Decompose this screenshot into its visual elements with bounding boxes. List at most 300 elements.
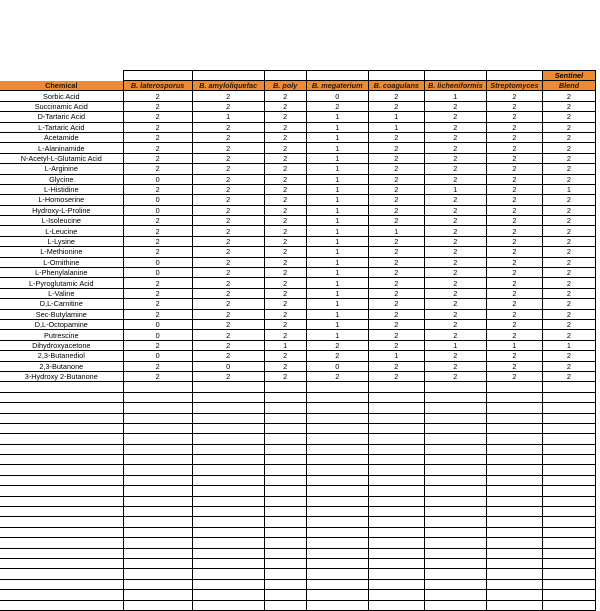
result-cell[interactable]: 2 (368, 195, 424, 205)
chemical-name-cell[interactable]: Sec-Butylamine (0, 309, 123, 319)
result-cell[interactable]: 2 (542, 330, 595, 340)
result-cell[interactable]: 1 (306, 309, 368, 319)
result-cell[interactable]: 1 (424, 91, 486, 101)
empty-cell[interactable] (192, 486, 264, 496)
result-cell[interactable]: 2 (192, 278, 264, 288)
empty-cell[interactable] (542, 392, 595, 402)
chemical-name-cell[interactable]: L-Homoserine (0, 195, 123, 205)
empty-cell[interactable] (264, 444, 306, 454)
chemical-name-cell[interactable]: Sorbic Acid (0, 91, 123, 101)
chemical-name-cell[interactable]: L-Isoleucine (0, 216, 123, 226)
chemical-name-cell[interactable]: D,L-Carnitine (0, 299, 123, 309)
empty-cell[interactable] (542, 507, 595, 517)
result-cell[interactable]: 2 (368, 319, 424, 329)
chemical-name-cell[interactable]: L-Alaninamide (0, 143, 123, 153)
result-cell[interactable]: 2 (542, 236, 595, 246)
result-cell[interactable]: 2 (123, 91, 192, 101)
result-cell[interactable]: 2 (542, 174, 595, 184)
result-cell[interactable]: 2 (123, 361, 192, 371)
result-cell[interactable]: 2 (424, 247, 486, 257)
empty-cell[interactable] (123, 507, 192, 517)
result-cell[interactable]: 2 (192, 340, 264, 350)
empty-cell[interactable] (424, 71, 486, 81)
result-cell[interactable]: 2 (123, 236, 192, 246)
result-cell[interactable]: 2 (424, 122, 486, 132)
chemical-name-cell[interactable]: L-Leucine (0, 226, 123, 236)
result-cell[interactable]: 1 (306, 164, 368, 174)
result-cell[interactable]: 2 (264, 257, 306, 267)
result-cell[interactable]: 2 (424, 195, 486, 205)
result-cell[interactable]: 2 (424, 309, 486, 319)
empty-cell[interactable] (123, 392, 192, 402)
result-cell[interactable]: 2 (192, 205, 264, 215)
result-cell[interactable]: 2 (192, 309, 264, 319)
chemical-name-cell[interactable]: L-Arginine (0, 164, 123, 174)
result-cell[interactable]: 2 (542, 101, 595, 111)
result-cell[interactable]: 2 (486, 319, 542, 329)
result-cell[interactable]: 2 (264, 278, 306, 288)
empty-cell[interactable] (306, 392, 368, 402)
chemical-name-cell[interactable]: Glycine (0, 174, 123, 184)
empty-cell[interactable] (264, 475, 306, 485)
empty-cell[interactable] (123, 558, 192, 568)
empty-cell[interactable] (424, 507, 486, 517)
empty-cell[interactable] (123, 486, 192, 496)
result-cell[interactable]: 2 (368, 91, 424, 101)
result-cell[interactable]: 2 (123, 132, 192, 142)
result-cell[interactable]: 2 (264, 247, 306, 257)
result-cell[interactable]: 2 (486, 278, 542, 288)
empty-cell[interactable] (424, 455, 486, 465)
empty-cell[interactable] (368, 403, 424, 413)
empty-cell[interactable] (264, 465, 306, 475)
empty-cell[interactable] (123, 579, 192, 589)
result-cell[interactable]: 2 (192, 268, 264, 278)
header-b-laterosporus[interactable]: B. laterosporus (123, 81, 192, 91)
empty-cell[interactable] (192, 569, 264, 579)
result-cell[interactable]: 2 (264, 236, 306, 246)
result-cell[interactable]: 2 (368, 205, 424, 215)
result-cell[interactable]: 2 (486, 122, 542, 132)
empty-cell[interactable] (368, 486, 424, 496)
result-cell[interactable]: 2 (123, 112, 192, 122)
result-cell[interactable]: 2 (424, 101, 486, 111)
result-cell[interactable]: 2 (486, 101, 542, 111)
result-cell[interactable]: 2 (264, 195, 306, 205)
result-cell[interactable]: 2 (486, 371, 542, 381)
empty-cell[interactable] (424, 558, 486, 568)
empty-cell[interactable] (368, 382, 424, 392)
result-cell[interactable]: 2 (368, 153, 424, 163)
empty-cell[interactable] (264, 558, 306, 568)
result-cell[interactable]: 1 (306, 122, 368, 132)
empty-cell[interactable] (264, 392, 306, 402)
empty-cell[interactable] (424, 392, 486, 402)
blend-header-line1[interactable]: Sentinel (542, 71, 595, 81)
empty-cell[interactable] (0, 403, 123, 413)
empty-cell[interactable] (542, 569, 595, 579)
result-cell[interactable]: 2 (542, 112, 595, 122)
result-cell[interactable]: 2 (306, 340, 368, 350)
empty-cell[interactable] (424, 527, 486, 537)
empty-cell[interactable] (368, 527, 424, 537)
empty-cell[interactable] (306, 517, 368, 527)
result-cell[interactable]: 2 (486, 309, 542, 319)
empty-cell[interactable] (368, 600, 424, 610)
empty-cell[interactable] (486, 579, 542, 589)
empty-cell[interactable] (264, 507, 306, 517)
empty-cell[interactable] (368, 496, 424, 506)
empty-cell[interactable] (192, 507, 264, 517)
result-cell[interactable]: 2 (368, 216, 424, 226)
empty-cell[interactable] (306, 590, 368, 600)
result-cell[interactable]: 2 (424, 153, 486, 163)
empty-cell[interactable] (0, 455, 123, 465)
result-cell[interactable]: 2 (486, 205, 542, 215)
result-cell[interactable]: 1 (306, 257, 368, 267)
result-cell[interactable]: 2 (192, 101, 264, 111)
result-cell[interactable]: 2 (123, 184, 192, 194)
result-cell[interactable]: 2 (368, 132, 424, 142)
result-cell[interactable]: 2 (424, 257, 486, 267)
result-cell[interactable]: 2 (542, 122, 595, 132)
result-cell[interactable]: 2 (486, 153, 542, 163)
empty-cell[interactable] (123, 517, 192, 527)
result-cell[interactable]: 2 (264, 268, 306, 278)
empty-cell[interactable] (368, 507, 424, 517)
result-cell[interactable]: 2 (424, 236, 486, 246)
result-cell[interactable]: 2 (264, 91, 306, 101)
result-cell[interactable]: 2 (424, 132, 486, 142)
result-cell[interactable]: 2 (264, 205, 306, 215)
empty-cell[interactable] (192, 538, 264, 548)
empty-cell[interactable] (123, 496, 192, 506)
result-cell[interactable]: 2 (424, 371, 486, 381)
header-chemical[interactable]: Chemical (0, 81, 123, 91)
result-cell[interactable]: 2 (424, 112, 486, 122)
empty-cell[interactable] (368, 465, 424, 475)
empty-cell[interactable] (542, 423, 595, 433)
empty-cell[interactable] (123, 423, 192, 433)
result-cell[interactable]: 2 (542, 309, 595, 319)
empty-cell[interactable] (306, 434, 368, 444)
result-cell[interactable]: 2 (424, 319, 486, 329)
result-cell[interactable]: 2 (192, 164, 264, 174)
result-cell[interactable]: 2 (368, 330, 424, 340)
chemical-name-cell[interactable]: L-Methionine (0, 247, 123, 257)
result-cell[interactable]: 2 (192, 257, 264, 267)
result-cell[interactable]: 1 (306, 132, 368, 142)
result-cell[interactable]: 2 (424, 226, 486, 236)
result-cell[interactable]: 2 (424, 361, 486, 371)
result-cell[interactable]: 2 (542, 216, 595, 226)
empty-cell[interactable] (264, 569, 306, 579)
empty-cell[interactable] (0, 423, 123, 433)
empty-cell[interactable] (486, 382, 542, 392)
empty-cell[interactable] (264, 496, 306, 506)
result-cell[interactable]: 2 (486, 132, 542, 142)
empty-cell[interactable] (192, 71, 264, 81)
empty-cell[interactable] (264, 423, 306, 433)
empty-cell[interactable] (306, 403, 368, 413)
result-cell[interactable]: 0 (306, 91, 368, 101)
empty-cell[interactable] (424, 548, 486, 558)
result-cell[interactable]: 2 (542, 278, 595, 288)
result-cell[interactable]: 0 (123, 174, 192, 184)
empty-cell[interactable] (264, 434, 306, 444)
empty-cell[interactable] (542, 527, 595, 537)
result-cell[interactable]: 1 (192, 112, 264, 122)
result-cell[interactable]: 2 (264, 174, 306, 184)
result-cell[interactable]: 2 (123, 288, 192, 298)
result-cell[interactable]: 1 (542, 184, 595, 194)
chemical-name-cell[interactable]: 2,3-Butanone (0, 361, 123, 371)
result-cell[interactable]: 1 (424, 184, 486, 194)
empty-cell[interactable] (306, 496, 368, 506)
empty-cell[interactable] (368, 455, 424, 465)
empty-cell[interactable] (123, 413, 192, 423)
empty-cell[interactable] (486, 71, 542, 81)
empty-cell[interactable] (0, 600, 123, 610)
result-cell[interactable]: 2 (264, 122, 306, 132)
empty-cell[interactable] (306, 569, 368, 579)
result-cell[interactable]: 2 (424, 278, 486, 288)
result-cell[interactable]: 2 (368, 361, 424, 371)
result-cell[interactable]: 1 (424, 340, 486, 350)
empty-cell[interactable] (486, 455, 542, 465)
empty-cell[interactable] (486, 590, 542, 600)
empty-cell[interactable] (486, 507, 542, 517)
result-cell[interactable]: 2 (542, 351, 595, 361)
empty-cell[interactable] (192, 517, 264, 527)
empty-cell[interactable] (542, 475, 595, 485)
empty-cell[interactable] (0, 475, 123, 485)
empty-cell[interactable] (424, 382, 486, 392)
empty-cell[interactable] (424, 538, 486, 548)
result-cell[interactable]: 2 (542, 268, 595, 278)
empty-cell[interactable] (486, 403, 542, 413)
empty-cell[interactable] (123, 569, 192, 579)
empty-cell[interactable] (306, 600, 368, 610)
result-cell[interactable]: 0 (306, 361, 368, 371)
result-cell[interactable]: 2 (192, 91, 264, 101)
result-cell[interactable]: 1 (306, 143, 368, 153)
empty-cell[interactable] (542, 403, 595, 413)
result-cell[interactable]: 1 (306, 184, 368, 194)
empty-cell[interactable] (486, 496, 542, 506)
empty-cell[interactable] (306, 527, 368, 537)
empty-cell[interactable] (542, 465, 595, 475)
empty-cell[interactable] (486, 558, 542, 568)
empty-cell[interactable] (192, 392, 264, 402)
result-cell[interactable]: 2 (486, 257, 542, 267)
empty-cell[interactable] (0, 548, 123, 558)
empty-cell[interactable] (264, 382, 306, 392)
result-cell[interactable]: 2 (486, 236, 542, 246)
empty-cell[interactable] (424, 600, 486, 610)
result-cell[interactable]: 2 (542, 299, 595, 309)
result-cell[interactable]: 2 (264, 101, 306, 111)
result-cell[interactable]: 2 (123, 216, 192, 226)
empty-cell[interactable] (123, 444, 192, 454)
result-cell[interactable]: 2 (542, 195, 595, 205)
empty-cell[interactable] (192, 527, 264, 537)
result-cell[interactable]: 2 (264, 309, 306, 319)
empty-cell[interactable] (192, 423, 264, 433)
empty-cell[interactable] (0, 538, 123, 548)
result-cell[interactable]: 2 (424, 330, 486, 340)
empty-cell[interactable] (0, 590, 123, 600)
empty-cell[interactable] (306, 71, 368, 81)
result-cell[interactable]: 2 (192, 247, 264, 257)
result-cell[interactable]: 2 (542, 288, 595, 298)
empty-cell[interactable] (264, 455, 306, 465)
result-cell[interactable]: 1 (368, 122, 424, 132)
result-cell[interactable]: 1 (368, 351, 424, 361)
result-cell[interactable]: 2 (123, 101, 192, 111)
result-cell[interactable]: 1 (306, 195, 368, 205)
result-cell[interactable]: 2 (424, 351, 486, 361)
empty-cell[interactable] (486, 434, 542, 444)
result-cell[interactable]: 2 (123, 164, 192, 174)
chemical-name-cell[interactable]: L-Tartaric Acid (0, 122, 123, 132)
empty-cell[interactable] (192, 590, 264, 600)
result-cell[interactable]: 2 (542, 164, 595, 174)
empty-cell[interactable] (368, 475, 424, 485)
chemical-name-cell[interactable]: 3-Hydroxy 2-Butanone (0, 371, 123, 381)
result-cell[interactable]: 2 (192, 153, 264, 163)
result-cell[interactable]: 2 (542, 143, 595, 153)
empty-cell[interactable] (123, 475, 192, 485)
result-cell[interactable]: 2 (123, 371, 192, 381)
result-cell[interactable]: 2 (368, 340, 424, 350)
empty-cell[interactable] (0, 486, 123, 496)
result-cell[interactable]: 2 (123, 143, 192, 153)
empty-cell[interactable] (192, 579, 264, 589)
result-cell[interactable]: 2 (123, 247, 192, 257)
empty-cell[interactable] (123, 434, 192, 444)
empty-cell[interactable] (486, 413, 542, 423)
result-cell[interactable]: 2 (368, 101, 424, 111)
empty-cell[interactable] (368, 71, 424, 81)
empty-cell[interactable] (0, 444, 123, 454)
result-cell[interactable]: 2 (264, 319, 306, 329)
empty-cell[interactable] (264, 71, 306, 81)
empty-cell[interactable] (424, 579, 486, 589)
result-cell[interactable]: 2 (368, 247, 424, 257)
empty-cell[interactable] (368, 392, 424, 402)
result-cell[interactable]: 2 (486, 164, 542, 174)
header-b-licheniformis[interactable]: B. licheniformis (424, 81, 486, 91)
empty-cell[interactable] (542, 486, 595, 496)
result-cell[interactable]: 2 (264, 299, 306, 309)
result-cell[interactable]: 2 (542, 91, 595, 101)
empty-cell[interactable] (0, 579, 123, 589)
result-cell[interactable]: 0 (123, 205, 192, 215)
empty-cell[interactable] (192, 548, 264, 558)
empty-cell[interactable] (368, 413, 424, 423)
empty-cell[interactable] (542, 413, 595, 423)
result-cell[interactable]: 2 (486, 143, 542, 153)
result-cell[interactable]: 1 (306, 330, 368, 340)
header-b-megaterium[interactable]: B. megaterium (306, 81, 368, 91)
result-cell[interactable]: 2 (264, 184, 306, 194)
empty-cell[interactable] (542, 455, 595, 465)
empty-cell[interactable] (542, 600, 595, 610)
result-cell[interactable]: 2 (264, 361, 306, 371)
chemical-name-cell[interactable]: 2,3-Butanediol (0, 351, 123, 361)
empty-cell[interactable] (264, 600, 306, 610)
empty-cell[interactable] (486, 517, 542, 527)
empty-cell[interactable] (192, 558, 264, 568)
result-cell[interactable]: 2 (424, 288, 486, 298)
result-cell[interactable]: 2 (424, 164, 486, 174)
empty-cell[interactable] (192, 465, 264, 475)
empty-cell[interactable] (424, 590, 486, 600)
result-cell[interactable]: 2 (368, 236, 424, 246)
result-cell[interactable]: 2 (424, 299, 486, 309)
result-cell[interactable]: 2 (486, 216, 542, 226)
result-cell[interactable]: 2 (192, 226, 264, 236)
empty-cell[interactable] (192, 600, 264, 610)
empty-cell[interactable] (424, 465, 486, 475)
empty-cell[interactable] (542, 434, 595, 444)
result-cell[interactable]: 2 (486, 91, 542, 101)
result-cell[interactable]: 2 (192, 351, 264, 361)
empty-cell[interactable] (542, 590, 595, 600)
empty-cell[interactable] (424, 413, 486, 423)
empty-cell[interactable] (424, 475, 486, 485)
empty-cell[interactable] (486, 548, 542, 558)
empty-cell[interactable] (542, 558, 595, 568)
empty-cell[interactable] (368, 579, 424, 589)
result-cell[interactable]: 2 (486, 247, 542, 257)
empty-cell[interactable] (424, 423, 486, 433)
result-cell[interactable]: 2 (368, 164, 424, 174)
result-cell[interactable]: 2 (192, 132, 264, 142)
result-cell[interactable]: 1 (264, 340, 306, 350)
empty-cell[interactable] (192, 496, 264, 506)
chemical-name-cell[interactable]: L-Valine (0, 288, 123, 298)
result-cell[interactable]: 2 (306, 351, 368, 361)
empty-cell[interactable] (264, 517, 306, 527)
result-cell[interactable]: 2 (486, 195, 542, 205)
result-cell[interactable]: 2 (368, 143, 424, 153)
empty-cell[interactable] (0, 517, 123, 527)
empty-cell[interactable] (123, 465, 192, 475)
result-cell[interactable]: 1 (306, 247, 368, 257)
result-cell[interactable]: 2 (264, 112, 306, 122)
result-cell[interactable]: 0 (192, 361, 264, 371)
empty-cell[interactable] (0, 71, 123, 81)
empty-cell[interactable] (306, 486, 368, 496)
empty-cell[interactable] (306, 548, 368, 558)
result-cell[interactable]: 2 (486, 288, 542, 298)
result-cell[interactable]: 2 (486, 351, 542, 361)
empty-cell[interactable] (123, 403, 192, 413)
empty-cell[interactable] (486, 444, 542, 454)
empty-cell[interactable] (424, 569, 486, 579)
empty-cell[interactable] (192, 382, 264, 392)
result-cell[interactable]: 1 (542, 340, 595, 350)
result-cell[interactable]: 1 (306, 112, 368, 122)
result-cell[interactable]: 2 (542, 226, 595, 236)
result-cell[interactable]: 2 (368, 288, 424, 298)
empty-cell[interactable] (424, 403, 486, 413)
empty-cell[interactable] (368, 517, 424, 527)
empty-cell[interactable] (306, 455, 368, 465)
result-cell[interactable]: 2 (368, 371, 424, 381)
